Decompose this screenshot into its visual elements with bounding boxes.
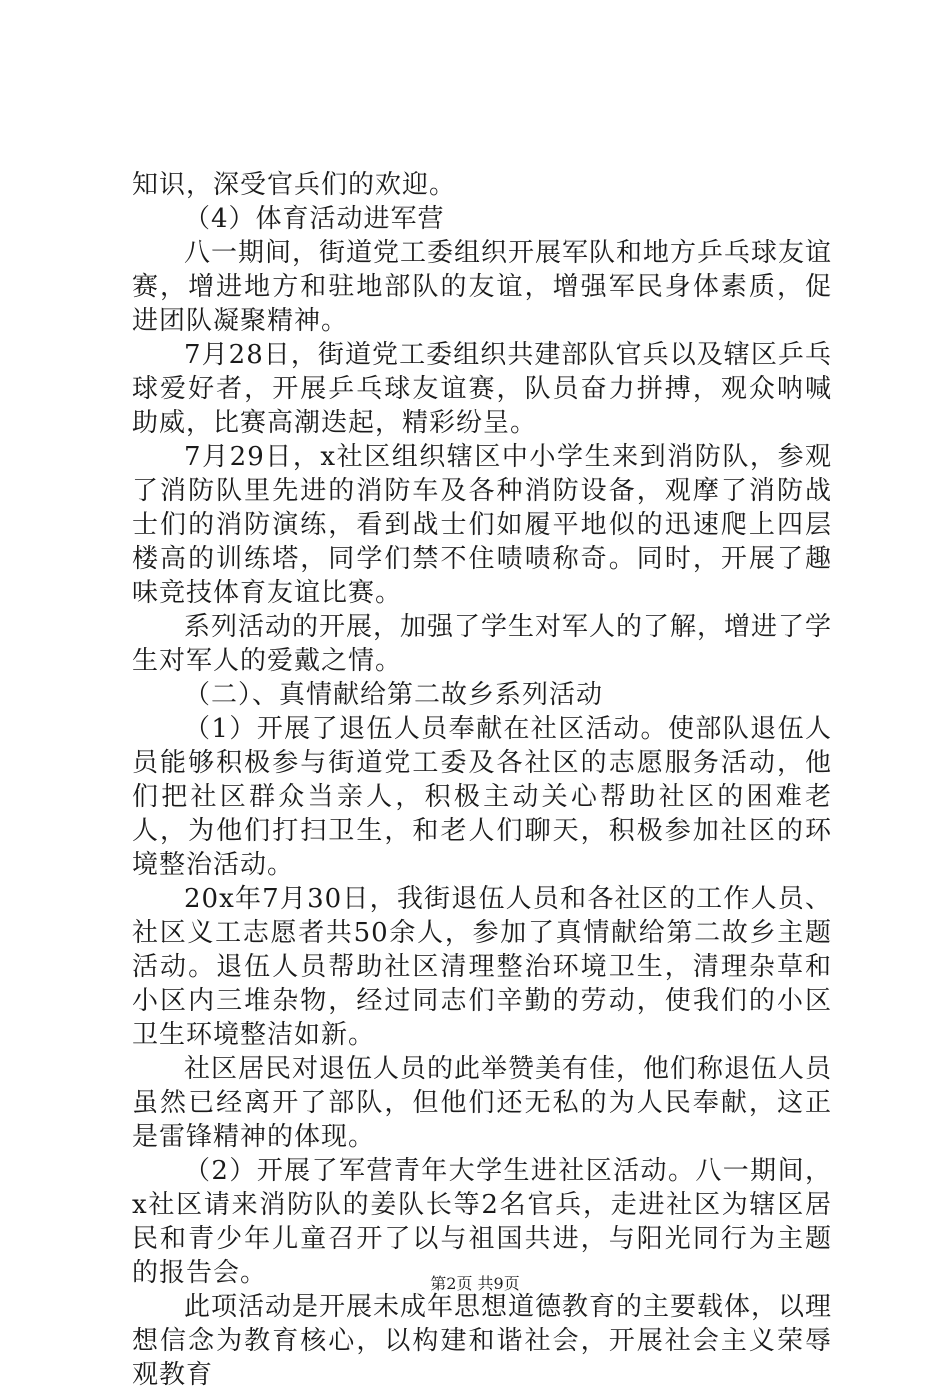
paragraph-8: （1）开展了退伍人员奉献在社区活动。使部队退伍人员能够积极参与街道党工委及各社区的志愿服务活动，他们把社区群众当亲人，积极主动关心帮助社区的困难老人，为他们打扫卫生，和老人们聊天，积极参加社区的环境整治活动。 [132, 714, 832, 880]
document-body [132, 168, 832, 1392]
section-heading-sports: （4）体育活动进军营 [184, 204, 445, 234]
section-heading-second-hometown: （二）、真情献给第二故乡系列活动 [184, 680, 604, 710]
page-footer: 第2页 共9页 [430, 1274, 520, 1293]
paragraph-5: 7月29日，x社区组织辖区中小学生来到消防队，参观了消防队里先进的消防车及各种消防设备，观摩了消防战士们的消防演练，看到战士们如履平地似的迅速爬上四层楼高的训练塔，同学们禁不住啧啧称奇。同时，开展了趣味竞技体育友谊比赛。 [132, 442, 832, 608]
paragraph-12: 此项活动是开展未成年思想道德教育的主要载体，以理想信念为教育核心，以构建和谐社会，开展社会主义荣辱观教育 [132, 1292, 833, 1390]
paragraph-10: 社区居民对退伍人员的此举赞美有佳，他们称退伍人员虽然已经离开了部队，但他们还无私的为人民奉献，这正是雷锋精神的体现。 [132, 1054, 833, 1152]
paragraph-1: 知识，深受官兵们的欢迎。 [132, 170, 457, 200]
paragraph-6: 系列活动的开展，加强了学生对军人的了解，增进了学生对军人的爱戴之情。 [132, 612, 833, 676]
paragraph-4: 7月28日，街道党工委组织共建部队官兵以及辖区乒乓球爱好者，开展乒乓球友谊赛，队员奋力拼搏，观众呐喊助威，比赛高潮迭起，精彩纷呈。 [132, 340, 832, 438]
paragraph-9: 20x年7月30日，我街退伍人员和各社区的工作人员、社区义工志愿者共50余人，参加了真情献给第二故乡主题活动。退伍人员帮助社区清理整治环境卫生，清理杂草和小区内三堆杂物，经过同志们辛勤的劳动，使我们的小区卫生环境整洁如新。 [132, 884, 832, 1050]
paragraph-11: （2）开展了军营青年大学生进社区活动。八一期间，x社区请来消防队的姜队长等2名官兵，走进社区为辖区居民和青少年儿童召开了以与祖国共进，与阳光同行为主题的报告会。 [132, 1156, 832, 1288]
paragraph-3: 八一期间，街道党工委组织开展军队和地方乒乓球友谊赛，增进地方和驻地部队的友谊，增强军民身体素质，促进团队凝聚精神。 [132, 238, 833, 336]
